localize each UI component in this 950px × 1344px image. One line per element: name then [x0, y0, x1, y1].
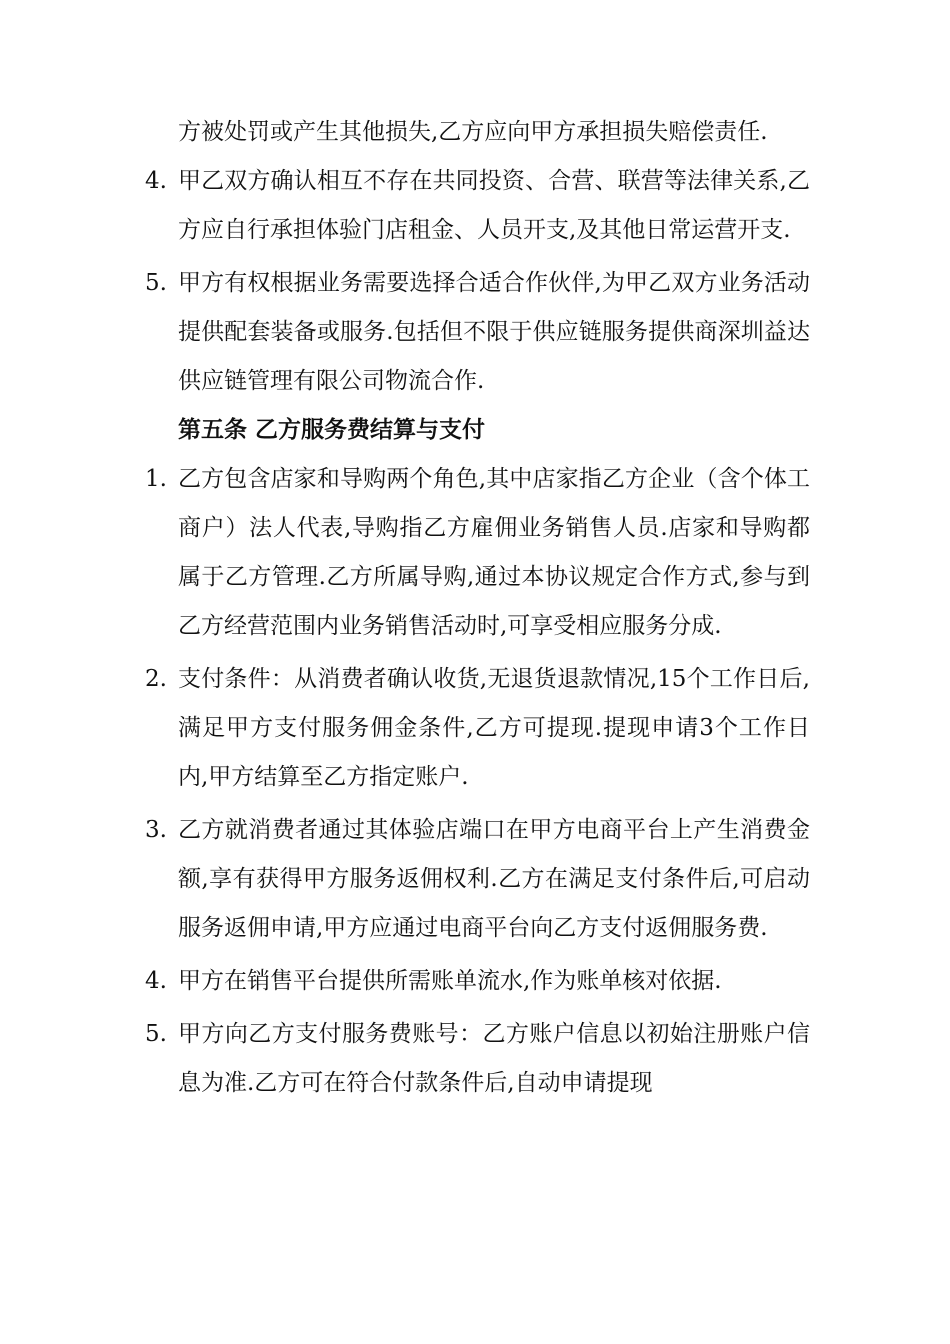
list-item: [145, 455, 810, 651]
list-item-text: 乙方就消费者通过其体验店端口在甲方电商平台上产生消费金额,享有获得甲方服务返佣权利.乙方在满足支付条件后,可启动服务返佣申请,甲方应通过电商平台向乙方支付返佣服务费.: [178, 817, 810, 941]
list-item-text: 甲方有权根据业务需要选择合适合作伙伴,为甲乙双方业务活动提供配套装备或服务.包括但不限于供应链服务提供商深圳益达供应链管理有限公司物流合作.: [178, 270, 810, 394]
list-number: 3.: [145, 817, 167, 843]
list-item: [145, 1010, 810, 1108]
list-number: 4.: [145, 968, 167, 994]
list-item: [145, 957, 810, 1006]
list-number: 5.: [145, 1021, 167, 1047]
list-item: [145, 655, 810, 802]
document-body: [145, 108, 810, 1108]
list-item-text: 乙方包含店家和导购两个角色,其中店家指乙方企业（含个体工商户）法人代表,导购指乙方雇佣业务销售人员.店家和导购都属于乙方管理.乙方所属导购,通过本协议规定合作方式,参与到乙方经营范围内业务销售活动时,可享受相应服务分成.: [178, 466, 810, 639]
list-item-text: 甲乙双方确认相互不存在共同投资、合营、联营等法律关系,乙方应自行承担体验门店租金、人员开支,及其他日常运营开支.: [178, 168, 810, 243]
list-number: 1.: [145, 466, 167, 492]
list-item: [145, 259, 810, 406]
list-item-text: 甲方向乙方支付服务费账号：乙方账户信息以初始注册账户信息为准.乙方可在符合付款条件后,自动申请提现: [178, 1021, 810, 1096]
list-item: [145, 806, 810, 953]
list-item-text: 甲方在销售平台提供所需账单流水,作为账单核对依据.: [178, 968, 722, 994]
list-number: 2.: [145, 666, 167, 692]
continued-paragraph: 方被处罚或产生其他损失,乙方应向甲方承担损失赔偿责任.: [178, 119, 768, 145]
list-item-text: 支付条件：从消费者确认收货,无退货退款情况,15个工作日后,满足甲方支付服务佣金条件,乙方可提现.提现申请3个工作日内,甲方结算至乙方指定账户.: [178, 666, 810, 790]
list-item: [145, 157, 810, 255]
list-number: 4.: [145, 168, 167, 194]
section-heading: 第五条 乙方服务费结算与支付: [178, 417, 486, 443]
list-number: 5.: [145, 270, 167, 296]
